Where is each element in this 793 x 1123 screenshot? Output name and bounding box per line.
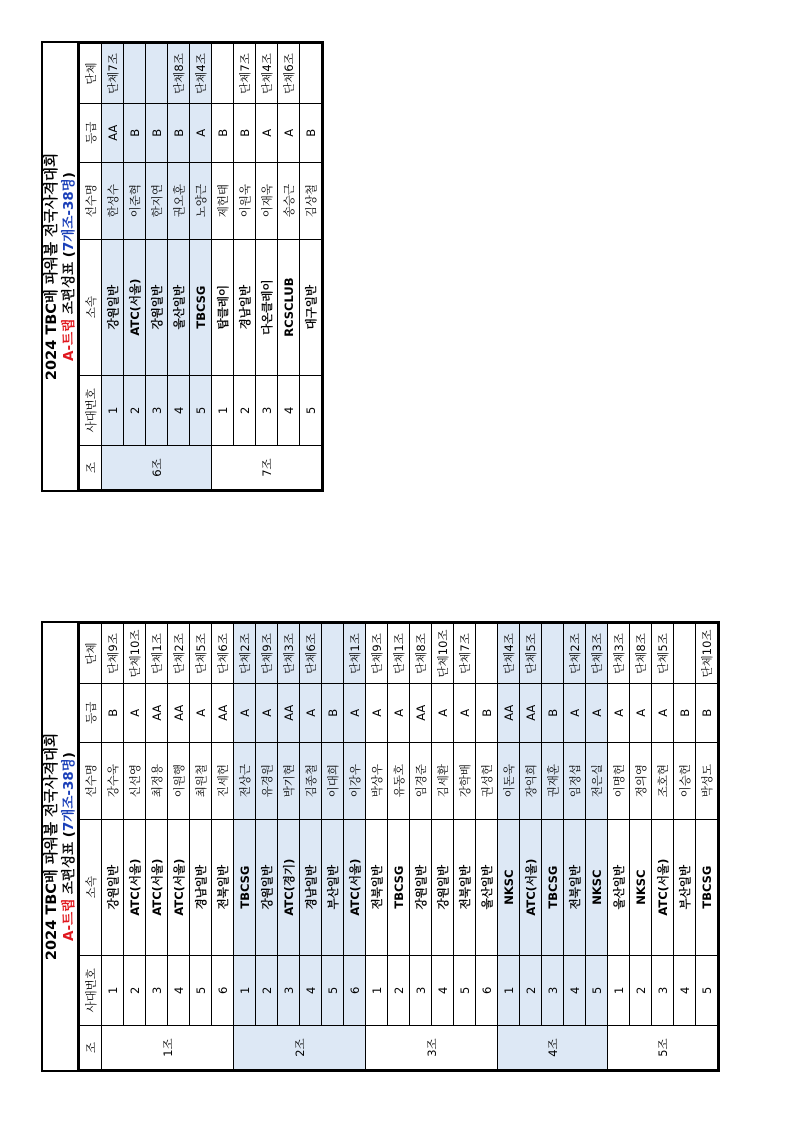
lane-number: 6 bbox=[344, 955, 366, 1026]
group-label: 4조 bbox=[498, 1026, 608, 1070]
table-row bbox=[256, 624, 278, 1070]
lane-header: 사대번호 bbox=[80, 955, 102, 1026]
team-group: 단체1조 bbox=[344, 624, 366, 684]
affiliation: 울산일반 bbox=[476, 819, 498, 955]
table-row bbox=[432, 624, 454, 1070]
lane-header: 사대번호 bbox=[80, 375, 102, 446]
affiliation: 탑클레이 bbox=[212, 239, 234, 375]
lane-number: 1 bbox=[212, 375, 234, 446]
affiliation: NKSC bbox=[586, 819, 608, 955]
lane-number: 2 bbox=[630, 955, 652, 1026]
grade: B bbox=[542, 683, 564, 742]
team-group bbox=[674, 624, 696, 684]
group-label: 6조 bbox=[102, 446, 212, 490]
table-row bbox=[300, 624, 322, 1070]
player-name: 권오훈 bbox=[168, 162, 190, 239]
player-name: 이명헌 bbox=[608, 742, 630, 819]
affiliation: RCSCLUB bbox=[278, 239, 300, 375]
grade: AA bbox=[278, 683, 300, 742]
lane-number: 3 bbox=[652, 955, 674, 1026]
sheet-subtitle bbox=[61, 43, 77, 490]
table-row bbox=[146, 44, 168, 490]
lane-number: 5 bbox=[586, 955, 608, 1026]
player-name: 김종철 bbox=[300, 742, 322, 819]
player-name: 한지연 bbox=[146, 162, 168, 239]
table-row bbox=[190, 44, 212, 490]
table-row bbox=[146, 624, 168, 1070]
lane-number: 5 bbox=[190, 375, 212, 446]
table-row bbox=[542, 624, 564, 1070]
table-row bbox=[476, 624, 498, 1070]
affiliation-header: 소속 bbox=[80, 819, 102, 955]
grade: AA bbox=[212, 683, 234, 742]
affiliation: 강원일반 bbox=[432, 819, 454, 955]
player-name: 유경원 bbox=[256, 742, 278, 819]
grade: A bbox=[454, 683, 476, 742]
team-group bbox=[476, 624, 498, 684]
team-group: 단체5조 bbox=[520, 624, 542, 684]
table-row bbox=[454, 624, 476, 1070]
table-row bbox=[102, 624, 124, 1070]
team-group bbox=[212, 44, 234, 104]
lane-number: 5 bbox=[300, 375, 322, 446]
team-group bbox=[542, 624, 564, 684]
affiliation: ATC(서울) bbox=[520, 819, 542, 955]
grade: A bbox=[366, 683, 388, 742]
lane-number: 5 bbox=[322, 955, 344, 1026]
affiliation: 전북일반 bbox=[212, 819, 234, 955]
grade: B bbox=[124, 103, 146, 162]
sheet-frame bbox=[41, 41, 324, 492]
affiliation: NKSC bbox=[630, 819, 652, 955]
table-row bbox=[630, 624, 652, 1070]
grade: B bbox=[102, 683, 124, 742]
lane-number: 3 bbox=[256, 375, 278, 446]
grade: A bbox=[344, 683, 366, 742]
lane-number: 3 bbox=[278, 955, 300, 1026]
grade: A bbox=[234, 683, 256, 742]
lane-number: 1 bbox=[498, 955, 520, 1026]
player-name: 권재훈 bbox=[542, 742, 564, 819]
grade: A bbox=[630, 683, 652, 742]
lane-number: 2 bbox=[124, 955, 146, 1026]
player-name: 박성도 bbox=[696, 742, 718, 819]
lane-number: 2 bbox=[388, 955, 410, 1026]
grade: AA bbox=[168, 683, 190, 742]
grade: B bbox=[168, 103, 190, 162]
team-group: 단체9조 bbox=[102, 624, 124, 684]
grade: B bbox=[234, 103, 256, 162]
sheet-title: 2024 TBC배 파워볼 전국사격대회 bbox=[44, 152, 60, 381]
grade: AA bbox=[102, 103, 124, 162]
table-row bbox=[234, 624, 256, 1070]
group-label: 3조 bbox=[366, 1026, 498, 1070]
grade: A bbox=[608, 683, 630, 742]
table-row bbox=[410, 624, 432, 1070]
roster-sheet-1 bbox=[41, 621, 720, 1072]
table-row bbox=[124, 44, 146, 490]
team-group bbox=[146, 44, 168, 104]
affiliation: ATC(서울) bbox=[168, 819, 190, 955]
affiliation: 전북일반 bbox=[366, 819, 388, 955]
affiliation-header: 소속 bbox=[80, 239, 102, 375]
grade: B bbox=[674, 683, 696, 742]
grade: B bbox=[696, 683, 718, 742]
team-group: 단체3조 bbox=[608, 624, 630, 684]
player-name: 전은실 bbox=[586, 742, 608, 819]
grade: A bbox=[586, 683, 608, 742]
table-row bbox=[586, 624, 608, 1070]
player-name: 임경준 bbox=[410, 742, 432, 819]
table-row bbox=[696, 624, 718, 1070]
team-group: 단체9조 bbox=[366, 624, 388, 684]
lane-number: 2 bbox=[124, 375, 146, 446]
player-name: 정의영 bbox=[630, 742, 652, 819]
team-group: 단체10조 bbox=[696, 624, 718, 684]
lane-number: 3 bbox=[146, 375, 168, 446]
affiliation: 강원일반 bbox=[146, 239, 168, 375]
table-row bbox=[190, 624, 212, 1070]
player-name: 전상근 bbox=[234, 742, 256, 819]
affiliation: 울산일반 bbox=[168, 239, 190, 375]
player-name: 박상우 bbox=[366, 742, 388, 819]
table-row bbox=[520, 624, 542, 1070]
player-name: 신선영 bbox=[124, 742, 146, 819]
player-name: 김상철 bbox=[300, 162, 322, 239]
sheet-title: 2024 TBC배 파워볼 전국사격대회 bbox=[44, 732, 60, 961]
grade: B bbox=[212, 103, 234, 162]
roster-sheet-2 bbox=[41, 41, 324, 492]
table-row bbox=[674, 624, 696, 1070]
roster-table bbox=[79, 43, 322, 490]
lane-number: 2 bbox=[256, 955, 278, 1026]
table-row bbox=[124, 624, 146, 1070]
team-group: 단체1조 bbox=[146, 624, 168, 684]
subtitle-event: A-트랩 bbox=[61, 898, 77, 941]
grade-header: 등급 bbox=[80, 103, 102, 162]
affiliation: 강원일반 bbox=[102, 239, 124, 375]
table-row bbox=[168, 624, 190, 1070]
header-row bbox=[80, 44, 102, 490]
affiliation: TBCSG bbox=[696, 819, 718, 955]
lane-number: 2 bbox=[234, 375, 256, 446]
sheet-title-block bbox=[43, 623, 79, 1070]
affiliation: TBCSG bbox=[542, 819, 564, 955]
team-group: 단체1조 bbox=[388, 624, 410, 684]
player-name: 송승근 bbox=[278, 162, 300, 239]
player-name: 이준혁 bbox=[124, 162, 146, 239]
lane-number: 4 bbox=[674, 955, 696, 1026]
team-group: 단체6조 bbox=[278, 44, 300, 104]
lane-number: 3 bbox=[542, 955, 564, 1026]
player-name: 이승헌 bbox=[674, 742, 696, 819]
team-group: 단체7조 bbox=[234, 44, 256, 104]
affiliation: TBCSG bbox=[388, 819, 410, 955]
lane-number: 4 bbox=[564, 955, 586, 1026]
team-group: 단체8조 bbox=[168, 44, 190, 104]
player-header: 선수명 bbox=[80, 742, 102, 819]
player-name: 유동호 bbox=[388, 742, 410, 819]
lane-number: 1 bbox=[608, 955, 630, 1026]
team-group: 단체7조 bbox=[102, 44, 124, 104]
grade: AA bbox=[146, 683, 168, 742]
lane-number: 1 bbox=[234, 955, 256, 1026]
lane-number: 2 bbox=[520, 955, 542, 1026]
player-name: 진세헌 bbox=[212, 742, 234, 819]
group-label: 5조 bbox=[608, 1026, 718, 1070]
table-row bbox=[652, 624, 674, 1070]
subtitle-text: 조편성표 ( bbox=[61, 831, 77, 899]
team-group: 단체3조 bbox=[586, 624, 608, 684]
team-group: 단체10조 bbox=[124, 624, 146, 684]
header-row bbox=[80, 624, 102, 1070]
grade: A bbox=[652, 683, 674, 742]
player-name: 강수욱 bbox=[102, 742, 124, 819]
team-group: 단체5조 bbox=[190, 624, 212, 684]
team-group: 단체10조 bbox=[432, 624, 454, 684]
player-name: 박기현 bbox=[278, 742, 300, 819]
team-header: 단체 bbox=[80, 44, 102, 104]
table-row bbox=[256, 44, 278, 490]
affiliation: NKSC bbox=[498, 819, 520, 955]
affiliation: 부산일반 bbox=[322, 819, 344, 955]
team-group: 단체4조 bbox=[498, 624, 520, 684]
player-name: 권성헌 bbox=[476, 742, 498, 819]
subtitle-count: 7개조-38명 bbox=[61, 178, 77, 252]
subtitle-close: ) bbox=[61, 752, 77, 759]
roster-table bbox=[79, 623, 718, 1070]
sheet-frame bbox=[41, 621, 720, 1072]
player-name: 임정섭 bbox=[564, 742, 586, 819]
affiliation: ATC(서울) bbox=[652, 819, 674, 955]
team-group: 단체2조 bbox=[234, 624, 256, 684]
table-row bbox=[344, 624, 366, 1070]
team-group: 단체2조 bbox=[564, 624, 586, 684]
grade: B bbox=[300, 103, 322, 162]
affiliation: TBCSG bbox=[234, 819, 256, 955]
subtitle-close: ) bbox=[61, 172, 77, 179]
affiliation: 전북일반 bbox=[564, 819, 586, 955]
player-name: 이돈욱 bbox=[498, 742, 520, 819]
affiliation: 경남일반 bbox=[190, 819, 212, 955]
team-group: 단체6조 bbox=[212, 624, 234, 684]
grade: A bbox=[388, 683, 410, 742]
grade: B bbox=[146, 103, 168, 162]
team-group: 단체5조 bbox=[652, 624, 674, 684]
player-name: 장익희 bbox=[520, 742, 542, 819]
grade: A bbox=[190, 683, 212, 742]
lane-number: 6 bbox=[476, 955, 498, 1026]
grade: A bbox=[300, 683, 322, 742]
team-group: 단체3조 bbox=[278, 624, 300, 684]
affiliation: 강원일반 bbox=[102, 819, 124, 955]
player-name: 김세환 bbox=[432, 742, 454, 819]
table-row bbox=[388, 624, 410, 1070]
player-name: 강학배 bbox=[454, 742, 476, 819]
group-label: 2조 bbox=[234, 1026, 366, 1070]
affiliation: ATC(서울) bbox=[124, 239, 146, 375]
table-row bbox=[366, 624, 388, 1070]
lane-number: 1 bbox=[102, 955, 124, 1026]
table-row bbox=[234, 44, 256, 490]
player-name: 이원욱 bbox=[234, 162, 256, 239]
table-row bbox=[300, 44, 322, 490]
subtitle-count: 7개조-38명 bbox=[61, 758, 77, 832]
table-row bbox=[608, 624, 630, 1070]
table-row bbox=[212, 624, 234, 1070]
subtitle-event: A-트랩 bbox=[61, 318, 77, 361]
grade: AA bbox=[410, 683, 432, 742]
affiliation: TBCSG bbox=[190, 239, 212, 375]
group-label: 1조 bbox=[102, 1026, 234, 1070]
grade-header: 등급 bbox=[80, 683, 102, 742]
subtitle-text: 조편성표 ( bbox=[61, 251, 77, 319]
affiliation: ATC(경기) bbox=[278, 819, 300, 955]
player-header: 선수명 bbox=[80, 162, 102, 239]
affiliation: 전북일반 bbox=[454, 819, 476, 955]
team-group: 단체2조 bbox=[168, 624, 190, 684]
affiliation: 다온클레이 bbox=[256, 239, 278, 375]
grade: A bbox=[256, 103, 278, 162]
affiliation: 경남일반 bbox=[234, 239, 256, 375]
lane-number: 6 bbox=[212, 955, 234, 1026]
team-header: 단체 bbox=[80, 624, 102, 684]
team-group: 단체4조 bbox=[256, 44, 278, 104]
lane-number: 1 bbox=[102, 375, 124, 446]
table-row bbox=[102, 44, 124, 490]
player-name: 이강우 bbox=[344, 742, 366, 819]
lane-number: 3 bbox=[410, 955, 432, 1026]
grade: A bbox=[564, 683, 586, 742]
player-name: 조호현 bbox=[652, 742, 674, 819]
player-name: 한성수 bbox=[102, 162, 124, 239]
table-row bbox=[168, 44, 190, 490]
lane-number: 5 bbox=[454, 955, 476, 1026]
grade: AA bbox=[520, 683, 542, 742]
lane-number: 5 bbox=[190, 955, 212, 1026]
team-group: 단체8조 bbox=[410, 624, 432, 684]
sheet-subtitle bbox=[61, 623, 77, 1070]
player-name: 제헌태 bbox=[212, 162, 234, 239]
team-group: 단체9조 bbox=[256, 624, 278, 684]
team-group bbox=[124, 44, 146, 104]
group-header: 조 bbox=[80, 1026, 102, 1070]
grade: A bbox=[278, 103, 300, 162]
player-name: 이재욱 bbox=[256, 162, 278, 239]
affiliation: 울산일반 bbox=[608, 819, 630, 955]
table-row bbox=[498, 624, 520, 1070]
group-header: 조 bbox=[80, 446, 102, 490]
lane-number: 4 bbox=[432, 955, 454, 1026]
player-name: 이대희 bbox=[322, 742, 344, 819]
grade: B bbox=[322, 683, 344, 742]
lane-number: 4 bbox=[168, 375, 190, 446]
table-row bbox=[322, 624, 344, 1070]
team-group: 단체6조 bbox=[300, 624, 322, 684]
affiliation: 강원일반 bbox=[256, 819, 278, 955]
table-row bbox=[564, 624, 586, 1070]
team-group: 단체8조 bbox=[630, 624, 652, 684]
group-label: 7조 bbox=[212, 446, 322, 490]
sheet-title-block bbox=[43, 43, 79, 490]
grade: A bbox=[124, 683, 146, 742]
grade: A bbox=[432, 683, 454, 742]
table-row bbox=[278, 44, 300, 490]
table-row bbox=[278, 624, 300, 1070]
player-name: 최정용 bbox=[146, 742, 168, 819]
grade: B bbox=[476, 683, 498, 742]
lane-number: 5 bbox=[696, 955, 718, 1026]
player-name: 이원행 bbox=[168, 742, 190, 819]
lane-number: 4 bbox=[300, 955, 322, 1026]
affiliation: 경남일반 bbox=[300, 819, 322, 955]
player-name: 노양근 bbox=[190, 162, 212, 239]
affiliation: ATC(서울) bbox=[146, 819, 168, 955]
team-group bbox=[300, 44, 322, 104]
team-group: 단체7조 bbox=[454, 624, 476, 684]
team-group bbox=[322, 624, 344, 684]
grade: A bbox=[190, 103, 212, 162]
grade: A bbox=[256, 683, 278, 742]
affiliation: ATC(서울) bbox=[344, 819, 366, 955]
lane-number: 1 bbox=[366, 955, 388, 1026]
affiliation: 강원일반 bbox=[410, 819, 432, 955]
lane-number: 3 bbox=[146, 955, 168, 1026]
affiliation: ATC(서울) bbox=[124, 819, 146, 955]
affiliation: 대구일반 bbox=[300, 239, 322, 375]
player-name: 최원철 bbox=[190, 742, 212, 819]
table-row bbox=[212, 44, 234, 490]
lane-number: 4 bbox=[168, 955, 190, 1026]
team-group: 단체4조 bbox=[190, 44, 212, 104]
lane-number: 4 bbox=[278, 375, 300, 446]
grade: AA bbox=[498, 683, 520, 742]
affiliation: 부산일반 bbox=[674, 819, 696, 955]
